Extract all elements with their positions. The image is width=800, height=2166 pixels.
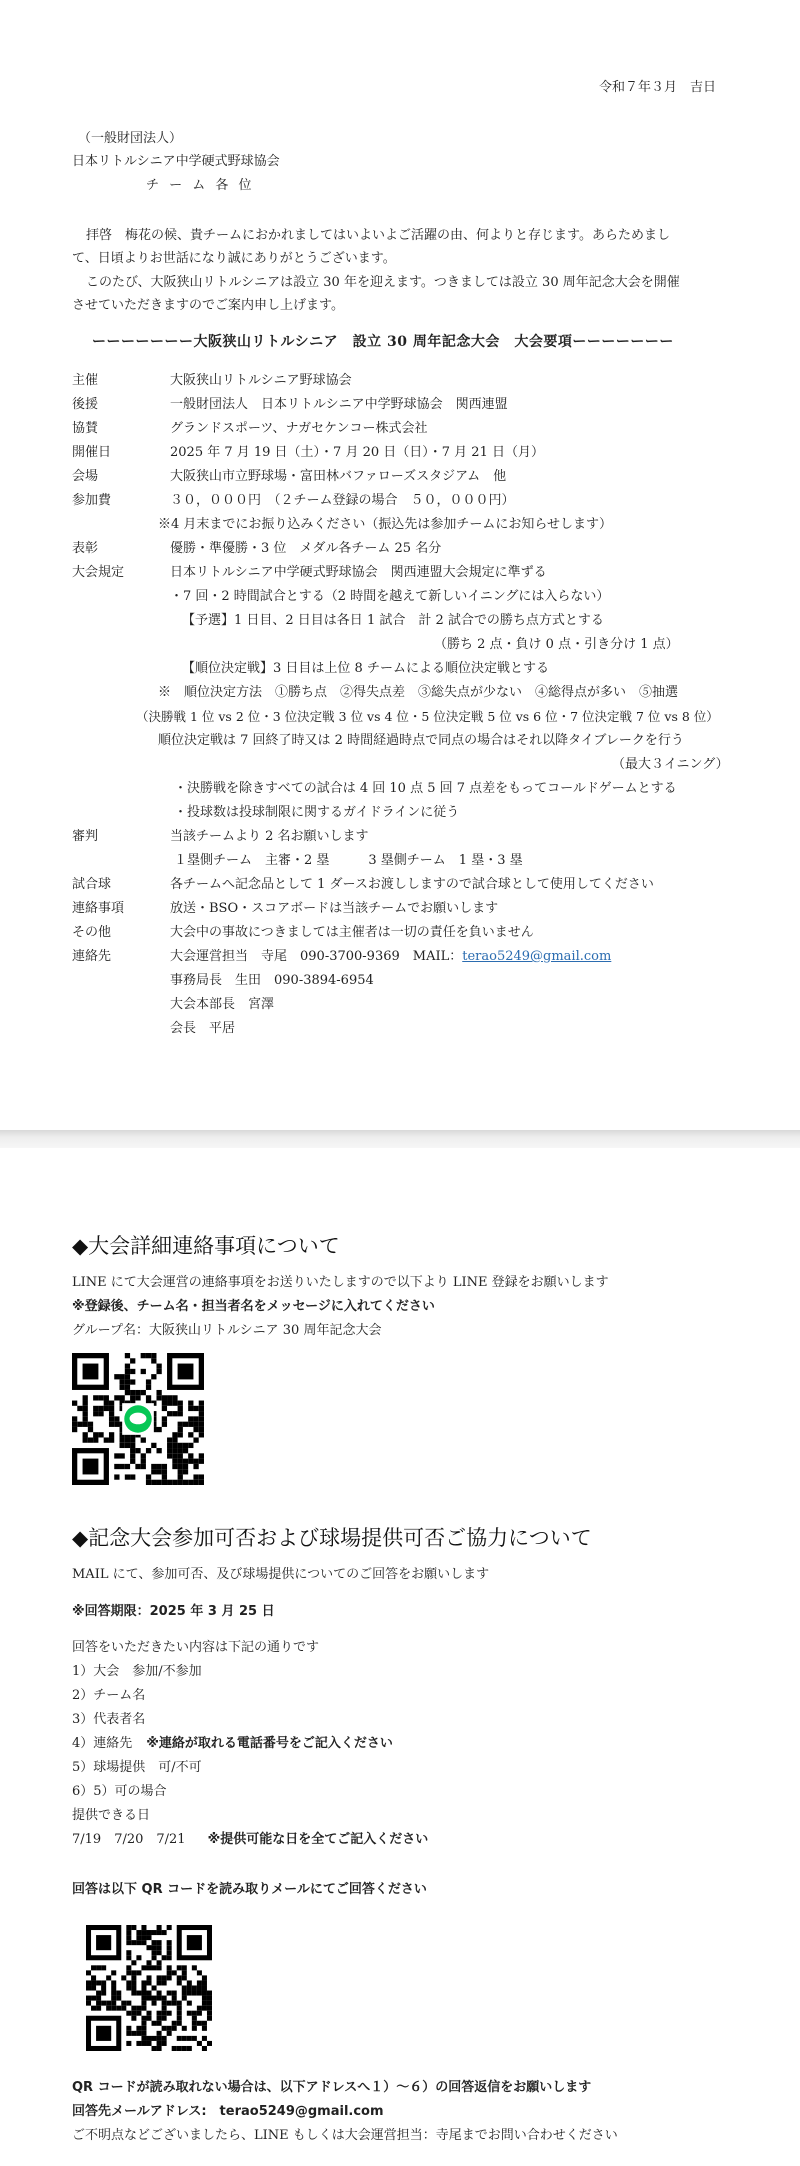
contact-line-4: 会長 平居 [170,1021,236,1036]
item-6-sub: 提供できる日 [72,1808,151,1823]
contact-email-link[interactable]: terao5249@gmail.com [462,949,612,964]
item-3: 3）代表者名 [72,1712,146,1727]
award-label: 表彰 [72,541,99,556]
umpire-label: 審判 [72,829,99,844]
item-4-label: 4）連絡先 [72,1736,133,1751]
support-value: 一般財団法人 日本リトルシニア中学野球協会 関西連盟 [170,397,508,412]
rules-line-4: （勝ち 2 点・負け 0 点・引き分け 1 点） [434,637,679,652]
item-4-note: ※連絡が取れる電話番号をご記入ください [146,1736,393,1751]
rules-line-1: 日本リトルシニア中学硬式野球協会 関西連盟大会規定に準ずる [170,565,547,580]
item-5: 5）球場提供 可/不可 [72,1760,202,1775]
fee-value: ３０，０００円 （２チーム登録の場合 ５０，０００円） [170,493,515,508]
host-label: 主催 [72,373,99,388]
fee-label: 参加費 [72,493,112,508]
other-value: 大会中の事故につきましては主催者は一切の責任を負いません [170,925,534,940]
page-two [0,1148,800,2166]
greeting-line-4: させていただきますのでご案内申し上げます。 [72,298,344,313]
available-dates-list: 7/19 7/20 7/21 [72,1832,186,1847]
rules-line-11: ・投球数は投球制限に関するガイドラインに従う [174,805,460,820]
available-dates-note: ※提供可能な日を全てご記入ください [207,1832,429,1847]
fallback-instruction: QR コードが読み取れない場合は、以下アドレスへ１）～６）の回答返信をお願いします [72,2080,592,2095]
available-dates [72,1832,428,1848]
section-mail-text: MAIL にて、参加可否、及び球場提供についてのご回答をお願いします [72,1567,490,1582]
sponsor-value: グランドスポーツ、ナガセケンコー株式会社 [170,421,428,436]
reply-deadline: ※回答期限：2025 年 3 月 25 日 [72,1604,275,1619]
section-line-text: LINE にて大会運営の連絡事項をお送りいたしますので以下より LINE 登録をお願いします [72,1275,609,1290]
umpire-value: 当該チームより 2 名お願いします [170,829,369,844]
qr-instruction: 回答は以下 QR コードを読み取りメールにてご回答ください [72,1882,427,1897]
fee-note: ※4 月末までにお振り込みください（振込先は参加チームにお知らせします） [158,517,613,532]
contact-items-label: 連絡事項 [72,901,125,916]
greeting-line-1: 拝啓 梅花の候、貴チームにおかれましてはいよいよご活躍の由、何よりと存じます。あらためまし [86,228,670,243]
reply-intro: 回答をいただきたい内容は下記の通りです [72,1640,320,1655]
award-value: 優勝・準優勝・3 位 メダル各チーム 25 名分 [170,541,442,556]
section-line-title: ◆大会詳細連絡事項について [72,1234,340,1258]
reply-email: 回答先メールアドレス: terao5249@gmail.com [72,2104,384,2119]
rules-line-7: （決勝戦 1 位 vs 2 位・3 位決定戦 3 位 vs 4 位・5 位決定戦 5 位 vs 6 位・7 位決定戦 7 位 vs 8 位） [136,709,719,724]
rules-line-5: 【順位決定戦】3 日目は上位 8 チームによる順位決定戦とする [182,661,549,676]
greeting-line-3: このたび、大阪狭山リトルシニアは設立 30 年を迎えます。つきましては設立 30 周年記念大会を開催 [86,275,680,290]
ball-value: 各チームへ記念品として 1 ダースお渡ししますので試合球として使用してください [170,877,654,892]
line-qr-code-icon[interactable] [72,1353,204,1485]
item-1: 1）大会 参加/不参加 [72,1664,202,1679]
rules-line-8: 順位決定戦は 7 回終了時又は 2 時間経過時点で同点の場合はそれ以降タイブレークを行う [158,733,684,748]
umpire-value-2: １塁側チーム 主審・2 塁 3 塁側チーム 1 塁・3 塁 [174,853,523,868]
page-separator [0,1130,800,1148]
item-2: 2）チーム名 [72,1688,146,1703]
greeting-line-2: て、日頃よりお世話になり誠にありがとうございます。 [72,251,396,266]
contact-label: 連絡先 [72,949,112,964]
section-mail-title: ◆記念大会参加可否および球場提供可否ご協力について [72,1526,592,1550]
addressee-org: 日本リトルシニア中学硬式野球協会 [72,154,280,169]
venue-label: 会場 [72,469,99,484]
venue-value: 大阪狭山市立野球場・富田林バファローズスタジアム 他 [170,469,507,484]
rules-label: 大会規定 [72,565,125,580]
contact-line-1 [170,949,611,965]
other-label: その他 [72,925,112,940]
section-line-bold: ※登録後、チーム名・担当者名をメッセージに入れてください [72,1299,435,1314]
rules-line-9: （最大３イニング） [612,757,729,772]
mail-qr-code-icon[interactable] [86,1925,212,2051]
contact-line-2: 事務局長 生田 090-3894-6954 [170,973,374,988]
host-value: 大阪狭山リトルシニア野球協会 [170,373,352,388]
rules-line-3: 【予選】1 日目、2 日目は各日 1 試合 計 2 試合での勝ち点方式とする [182,613,604,628]
sponsor-label: 協賛 [72,421,99,436]
contact-line-3: 大会本部長 宮澤 [170,997,275,1012]
issue-date: 令和７年３月 吉日 [599,80,717,95]
dates-value: 2025 年 7 月 19 日（土）・7 月 20 日（日）・7 月 21 日（月） [170,445,544,460]
inquiry-note: ご不明点などございましたら、LINE もしくは大会運営担当：寺尾までお問い合わせください [72,2128,618,2143]
item-6: 6）5）可の場合 [72,1784,167,1799]
support-label: 後援 [72,397,99,412]
contact-operations: 大会運営担当 寺尾 090-3700-9369 MAIL： [170,949,463,964]
addressee-teams: チ ー ム 各 位 [146,178,255,193]
tournament-title: ーーーーーーー大阪狭山リトルシニア 設立 30 周年記念大会 大会要項ーーーーーーー [92,334,674,350]
dates-label: 開催日 [72,445,112,460]
rules-line-2: ・7 回・2 時間試合とする（2 時間を越えて新しいイニングには入らない） [170,589,610,604]
item-4 [72,1736,393,1752]
rules-line-10: ・決勝戦を除きすべての試合は 4 回 10 点 5 回 7 点差をもってコールドゲームとする [174,781,677,796]
addressee-org-type: （一般財団法人） [78,131,183,146]
contact-items-value: 放送・BSO・スコアボードは当該チームでお願いします [170,901,499,916]
ball-label: 試合球 [72,877,112,892]
section-line-group: グループ名：大阪狭山リトルシニア 30 周年記念大会 [72,1323,382,1338]
rules-line-6: ※ 順位決定方法 ①勝ち点 ②得失点差 ③総失点が少ない ④総得点が多い ⑤抽選 [158,685,679,700]
